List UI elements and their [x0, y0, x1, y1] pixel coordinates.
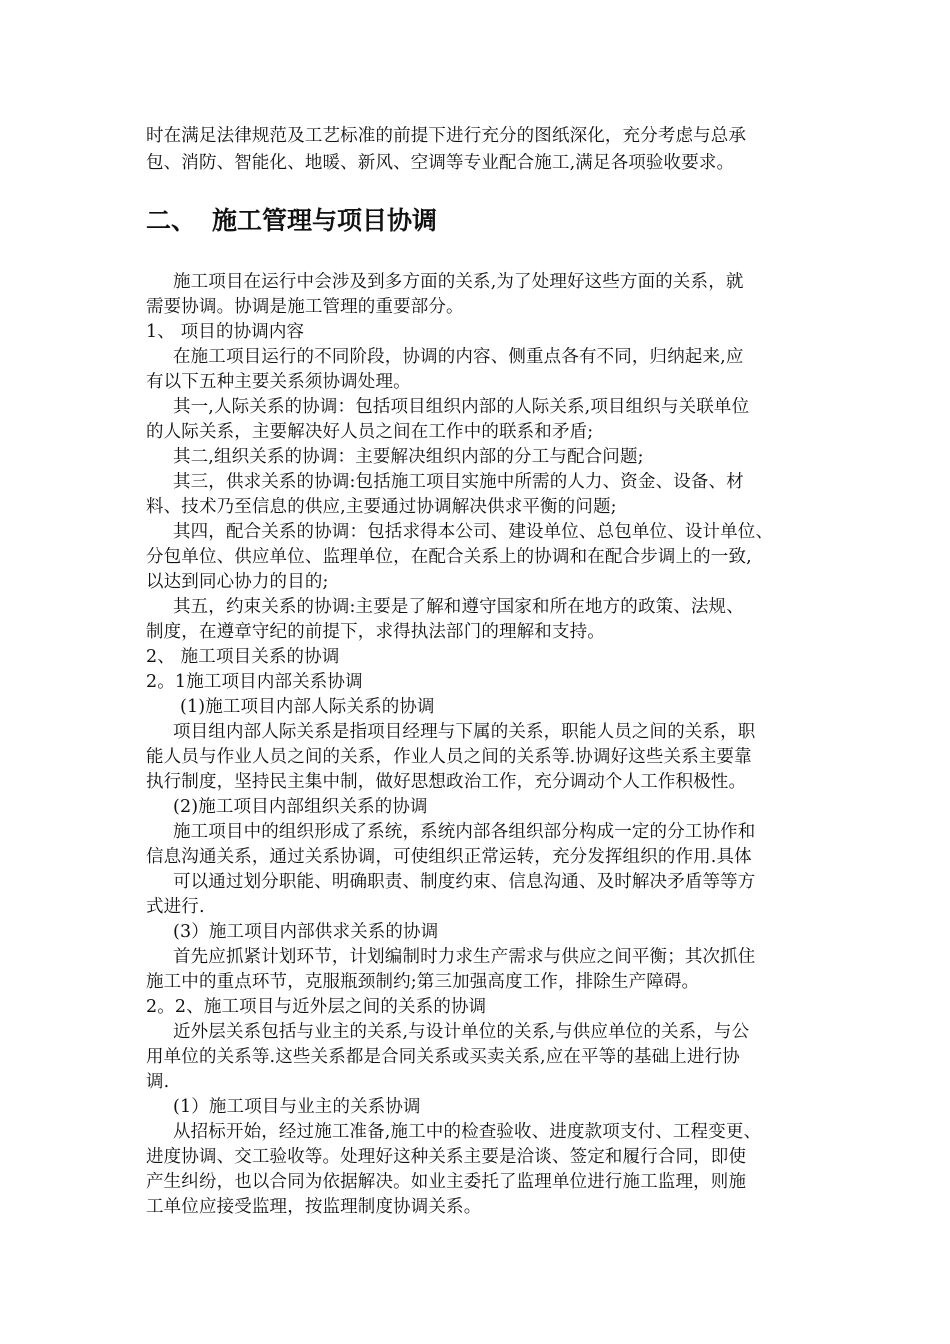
paragraph-line: 制度，在遵章守纪的前提下，求得执法部门的理解和支持。	[146, 622, 605, 642]
subsection-heading: 1、 项目的协调内容	[146, 322, 305, 342]
paragraph-line: 时在满足法律规范及工艺标准的前提下进行充分的图纸深化，充分考虑与总承	[146, 126, 747, 146]
paragraph-line: 其一,人际关系的协调：包括项目组织内部的人际关系,项目组织与关联单位	[173, 397, 750, 417]
section-heading	[146, 205, 437, 237]
paragraph-line: 料、技术乃至信息的供应,主要通过协调解决供求平衡的问题;	[146, 497, 617, 517]
subsection-heading: 2。2、施工项目与近外层之间的关系的协调	[146, 997, 487, 1017]
paragraph-line: 包、消防、智能化、地暖、新风、空调等专业配合施工,满足各项验收要求。	[146, 153, 735, 173]
paragraph-line: 信息沟通关系，通过关系协调，可使组织正常运转，充分发挥组织的作用.具体	[146, 847, 752, 867]
section-title: 施工管理与项目协调	[212, 206, 438, 235]
paragraph-line: 首先应抓紧计划环节，计划编制时力求生产需求与供应之间平衡；其次抓住	[173, 947, 756, 967]
subsection-heading: 2。1施工项目内部关系协调	[146, 672, 363, 692]
paragraph-line: 施工项目在运行中会涉及到多方面的关系,为了处理好这些方面的关系，就	[173, 272, 744, 292]
paragraph-line: 工单位应接受监理，按监理制度协调关系。	[146, 1197, 482, 1217]
paragraph-line: 其二,组织关系的协调：主要解决组织内部的分工与配合问题;	[173, 447, 644, 467]
item-heading: (2)施工项目内部组织关系的协调	[173, 797, 428, 817]
paragraph-line: 可以通过划分职能、明确职责、制度约束、信息沟通、及时解决矛盾等等方	[173, 872, 756, 892]
paragraph-line: 式进行.	[146, 897, 205, 917]
paragraph-line: 从招标开始，经过施工准备,施工中的检查验收、进度款项支付、工程变更、	[173, 1122, 762, 1142]
paragraph-line: 调.	[146, 1072, 170, 1092]
item-heading: (1)施工项目内部人际关系的协调	[180, 697, 435, 717]
paragraph-line: 项目组内部人际关系是指项目经理与下属的关系，职能人员之间的关系，职	[173, 722, 756, 742]
paragraph-line: 执行制度，坚持民主集中制，做好思想政治工作，充分调动个人工作积极性。	[146, 772, 747, 792]
paragraph-line: 进度协调、交工验收等。处理好这种关系主要是洽谈、签定和履行合同，即使	[146, 1147, 747, 1167]
paragraph-line: 以达到同心协力的目的;	[146, 572, 329, 592]
paragraph-line: 能人员与作业人员之间的关系，作业人员之间的关系等.协调好这些关系主要靠	[146, 747, 752, 767]
paragraph-line: 其三，供求关系的协调:包括施工项目实施中所需的人力、资金、设备、材	[173, 472, 744, 492]
paragraph-line: 施工中的重点环节，克服瓶颈制约;第三加强高度工作，排除生产障碍。	[146, 972, 700, 992]
item-heading: (3）施工项目内部供求关系的协调	[173, 922, 439, 942]
paragraph-line: 产生纠纷，也以合同为依据解决。如业主委托了监理单位进行施工监理，则施	[146, 1172, 747, 1192]
paragraph-line: 其五，约束关系的协调:主要是了解和遵守国家和所在地方的政策、法规、	[173, 597, 744, 617]
paragraph-line: 施工项目中的组织形成了系统，系统内部各组织部分构成一定的分工协作和	[173, 822, 756, 842]
paragraph-line: 需要协调。协调是施工管理的重要部分。	[146, 297, 464, 317]
paragraph-line: 其四，配合关系的协调：包括求得本公司、建设单位、总包单位、设计单位、	[173, 522, 774, 542]
paragraph-line: 有以下五种主要关系须协调处理。	[146, 372, 411, 392]
paragraph-line: 近外层关系包括与业主的关系,与设计单位的关系,与供应单位的关系，与公	[173, 1022, 750, 1042]
paragraph-line: 的人际关系，主要解决好人员之间在工作中的联系和矛盾;	[146, 422, 594, 442]
item-heading: (1）施工项目与业主的关系协调	[173, 1097, 421, 1117]
section-number: 二、	[146, 206, 197, 235]
paragraph-line: 在施工项目运行的不同阶段，协调的内容、侧重点各有不同，归纳起来,应	[173, 347, 744, 367]
subsection-heading: 2、 施工项目关系的协调	[146, 647, 340, 667]
paragraph-line: 用单位的关系等.这些关系都是合同关系或买卖关系,应在平等的基础上进行协	[146, 1047, 740, 1067]
paragraph-line: 分包单位、供应单位、监理单位，在配合关系上的协调和在配合步调上的一致,	[146, 547, 752, 567]
